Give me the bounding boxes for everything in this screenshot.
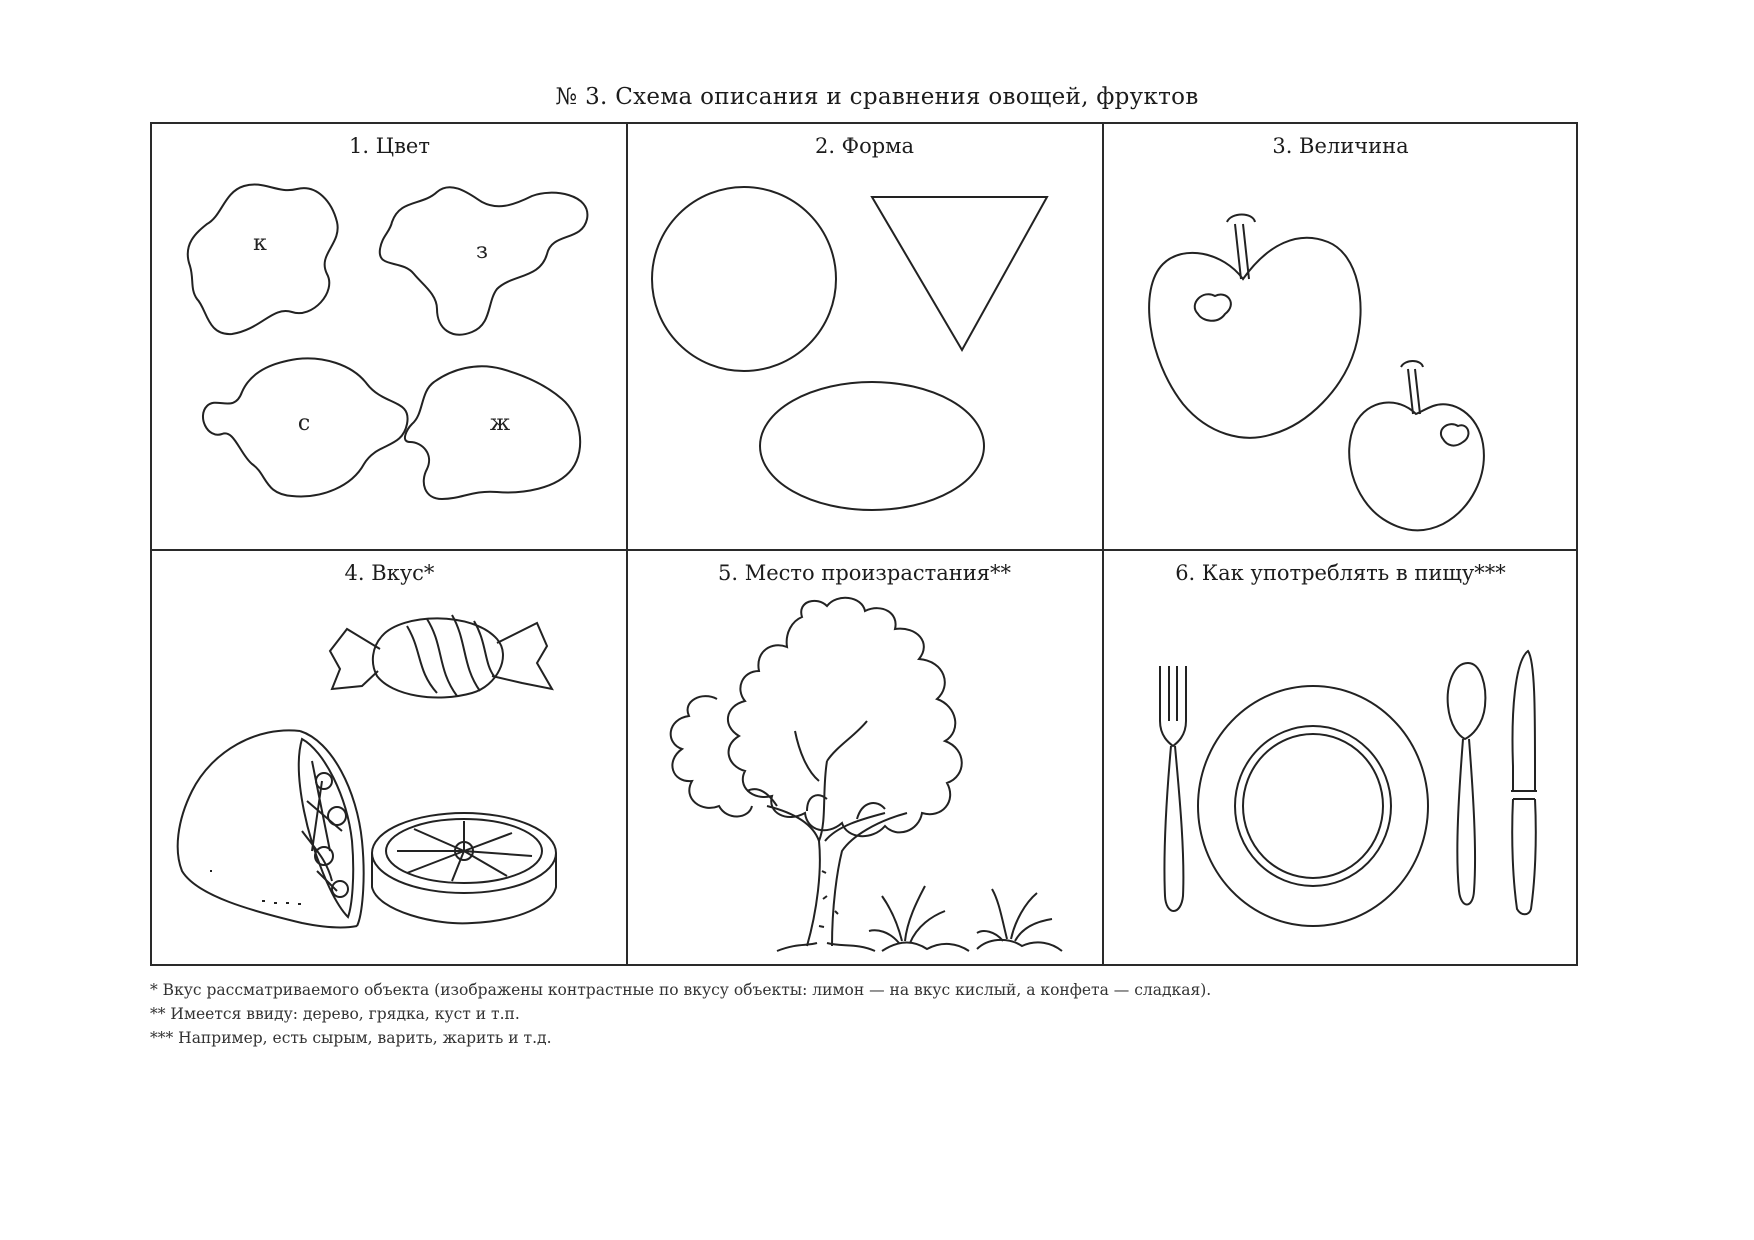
plant-sprouts-icon [869,886,1062,951]
lemon-half-icon [178,730,364,927]
big-apple-icon [1149,215,1360,438]
oval-shape [760,382,984,510]
footnotes [150,978,1211,1050]
cell-shape [627,124,1102,549]
cell-title-how-to-eat: 6. Как употреблять в пищу*** [1175,561,1506,585]
cell-taste [152,551,627,966]
fork-icon [1160,666,1186,911]
cell-growing-place [627,551,1102,966]
page-title: № 3. Схема описания и сравнения овощей, фруктов [555,84,1199,110]
cell-title-shape: 2. Форма [814,134,915,158]
color-blobs-illustration [152,124,627,549]
footnote-growing-place: ** Имеется ввиду: дерево, грядка, куст и т.п. [150,1005,520,1023]
color-label-k: к [253,231,267,256]
footnote-how-to-eat: *** Например, есть сырым, варить, жарить и т.д. [150,1029,552,1047]
cell-title-growing-place: 5. Место произрастания** [718,561,1011,585]
triangle-shape [872,197,1047,350]
color-label-z: з [476,239,488,264]
cell-title-color: 1. Цвет [349,134,430,158]
plate-icon [1198,686,1428,926]
color-label-s: с [297,411,311,436]
cell-color [152,124,627,549]
knife-icon [1511,651,1537,914]
color-blob-red [188,184,338,334]
spoon-icon [1448,663,1486,905]
footnote-taste: * Вкус рассматриваемого объекта (изображены контрастные по вкусу объекты: лимон — на вкус кислый, а конфета — сладкая). [150,981,1212,999]
candy-icon [330,615,552,698]
cell-title-size: 3. Величина [1272,134,1409,158]
cell-title-taste: 4. Вкус* [344,561,435,585]
cell-size [1103,124,1578,549]
lemon-slice-icon [372,813,556,923]
color-label-zh: ж [489,411,511,436]
small-apple-icon [1349,361,1484,530]
circle-shape [652,187,836,371]
scheme-grid [150,122,1578,966]
cell-how-to-eat [1103,551,1578,966]
